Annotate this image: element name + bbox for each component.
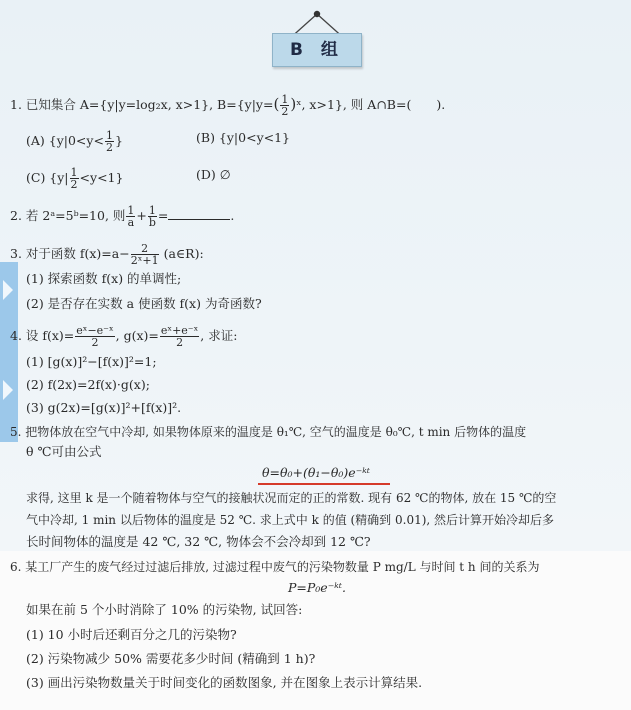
problem-1-option-a <box>26 130 123 153</box>
problem-4-q2: (2) f(2x)=2f(x)·g(x); <box>26 377 150 392</box>
problem-6-formula: P=P₀e⁻ᵏᵗ. <box>288 580 346 595</box>
problem-5-line-5: 长时间物体的温度是 42 ℃, 32 ℃, 物体会不会冷却到 12 ℃? <box>26 534 371 549</box>
fraction <box>75 325 114 348</box>
problem-1-stem <box>10 94 445 117</box>
text: = <box>157 208 169 223</box>
frac-den: 2ˣ+1 <box>130 254 159 267</box>
section-title-sign: B 组 <box>272 33 362 67</box>
problem-6-q1: (1) 10 小时后还剩百分之几的污染物? <box>26 627 237 642</box>
problem-3-q1: (1) 探索函数 f(x) 的单调性; <box>26 271 182 286</box>
chevron-right-icon <box>3 280 13 300</box>
problem-1-option-d: (D) ∅ <box>196 167 231 182</box>
frac-den: 2 <box>105 141 113 154</box>
text: , 求证: <box>200 328 238 343</box>
frac-num: eˣ−e⁻ˣ <box>76 324 114 337</box>
fraction <box>131 243 159 266</box>
frac-num: eˣ+e⁻ˣ <box>160 324 199 337</box>
frac-num: 1 <box>105 129 113 142</box>
frac-den: b <box>148 216 156 229</box>
fraction <box>105 130 114 153</box>
problem-4-stem <box>10 325 237 348</box>
fraction <box>148 205 157 228</box>
frac-num: 1 <box>127 204 135 217</box>
problem-3-q2: (2) 是否存在实数 a 使函数 f(x) 为奇函数? <box>26 296 262 311</box>
frac-den: 2 <box>91 336 99 349</box>
problem-6-line-2: 如果在前 5 个小时消除了 10% 的污染物, 试回答: <box>26 602 303 617</box>
text: . <box>230 208 235 223</box>
text: 1. 已知集合 A={y|y=log₂x, x>1}, B={y|y= <box>10 97 274 112</box>
problem-6-q3: (3) 画出污染物数量关于时间变化的函数图象, 并在图象上表示计算结果. <box>26 675 423 690</box>
frac-den: a <box>127 216 135 229</box>
problem-1-option-b: (B) {y|0<y<1} <box>196 130 291 145</box>
paren: ) <box>290 95 297 113</box>
frac-num: 2 <box>131 243 159 255</box>
problem-5-line-3: 求得, 这里 k 是一个随着物体与空气的接触状况而定的正的常数. 现有 62 ℃的物体, 放在 15 ℃的空 <box>26 491 557 505</box>
problem-5-line-2: θ ℃可由公式 <box>26 444 102 459</box>
frac-den: 2 <box>176 336 184 349</box>
problem-1-option-c <box>26 167 123 190</box>
problem-6-line-1: 6. 某工厂产生的废气经过过滤后排放, 过滤过程中废气的污染物数量 P mg/L 与时间 t h 间的关系为 <box>10 560 540 574</box>
frac-den: 2 <box>70 178 78 191</box>
answer-blank <box>168 207 230 220</box>
text: (A) {y|0<y< <box>26 133 104 148</box>
frac-num: 1 <box>148 204 156 217</box>
paren: ( <box>273 95 280 113</box>
frac-num: 1 <box>281 93 289 106</box>
text: <y<1} <box>79 170 124 185</box>
text: } <box>114 133 123 148</box>
problem-2-stem <box>10 205 234 228</box>
text: , g(x)= <box>115 328 159 343</box>
text: ˣ, x>1}, 则 A∩B=( <box>296 97 412 112</box>
frac-den: 2 <box>281 105 289 118</box>
problem-5-line-4: 气中冷却, 1 min 以后物体的温度是 52 ℃. 求上式中 k 的值 (精确到 0.01), 然后计算开始冷却后多 <box>26 513 555 527</box>
problem-4-q3: (3) g(2x)=[g(x)]²+[f(x)]². <box>26 400 182 415</box>
text: 3. 对于函数 f(x)=a− <box>10 246 130 261</box>
problem-5-formula: θ=θ₀+(θ₁−θ₀)e⁻ᵏᵗ <box>262 465 370 480</box>
formula-underline <box>258 483 390 485</box>
fraction <box>280 94 289 117</box>
chevron-right-icon <box>3 380 13 400</box>
text: ). <box>436 97 446 112</box>
fraction <box>70 167 79 190</box>
fraction <box>126 205 135 228</box>
text: (C) {y| <box>26 170 69 185</box>
left-edge-strip <box>0 262 18 442</box>
text: 4. 设 f(x)= <box>10 328 75 343</box>
problem-3-stem <box>10 243 204 266</box>
frac-num: 1 <box>70 166 78 179</box>
plus-sign: + <box>136 208 147 223</box>
text: (a∈R): <box>163 246 204 261</box>
problem-6-q2: (2) 污染物减少 50% 需要花多少时间 (精确到 1 h)? <box>26 651 316 666</box>
problem-4-q1: (1) [g(x)]²−[f(x)]²=1; <box>26 354 157 369</box>
fraction <box>160 325 199 348</box>
problem-5-line-1: 5. 把物体放在空气中冷却, 如果物体原来的温度是 θ₁℃, 空气的温度是 θ₀℃, t min 后物体的温度 <box>10 425 527 439</box>
text: 2. 若 2ᵃ=5ᵇ=10, 则 <box>10 208 126 223</box>
